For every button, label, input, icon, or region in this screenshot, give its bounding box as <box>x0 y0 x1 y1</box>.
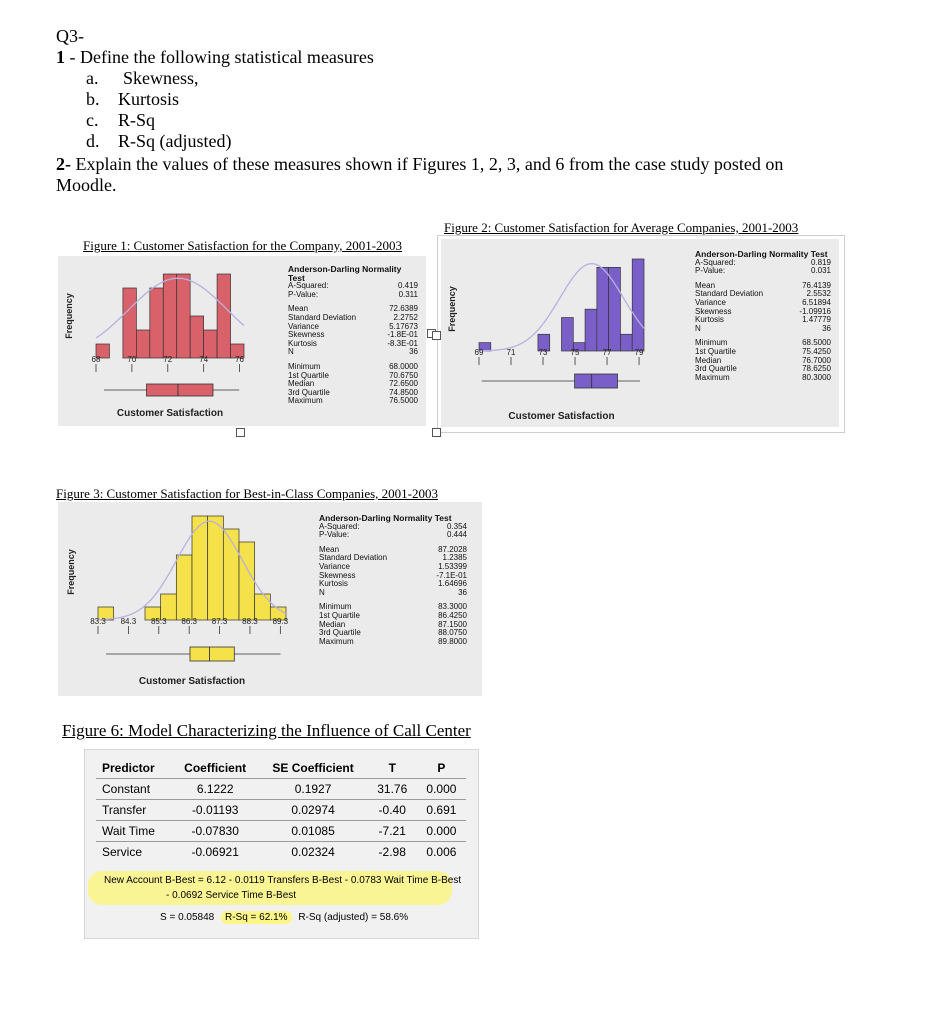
part1-text: - Define the following statistical measures <box>65 47 374 67</box>
table-cell: 0.1927 <box>294 782 332 796</box>
resize-handle[interactable] <box>236 428 245 437</box>
stat-label: Standard Deviation <box>319 553 388 563</box>
x-axis-label: Customer Satisfaction <box>508 411 615 422</box>
part1-heading <box>56 47 374 68</box>
stat-label: N <box>288 347 294 357</box>
histogram-bar <box>217 274 230 358</box>
stat-label: Maximum <box>288 396 323 406</box>
stat-row <box>288 397 418 406</box>
stat-value: 87.2028 <box>438 544 467 554</box>
list-text: Skewness, <box>123 68 199 88</box>
stat-label: Minimum <box>288 361 321 371</box>
stat-value: 76.7000 <box>802 355 831 365</box>
stat-label: A-Squared: <box>695 257 736 267</box>
stat-value: 5.17673 <box>389 321 418 331</box>
boxplot-box <box>575 374 618 388</box>
stat-row <box>695 267 831 276</box>
table-cell: 0.02324 <box>291 845 335 859</box>
stat-value: 76.4139 <box>802 280 831 290</box>
stat-label: Median <box>288 379 315 389</box>
tick-label: 85.3 <box>150 617 167 626</box>
table-header: Coefficient <box>184 761 247 775</box>
table-cell: 0.000 <box>426 782 457 796</box>
table-cell: Transfer <box>102 803 147 817</box>
tick-label: 73 <box>538 348 548 357</box>
table-cell: 0.000 <box>426 824 457 838</box>
stat-value: -1.8E-01 <box>387 330 418 340</box>
normality-test-title: Anderson-Darling Normality Test <box>695 249 828 259</box>
histogram-bar <box>204 330 217 358</box>
part2-text-cont: Moodle. <box>56 175 117 195</box>
histogram-bar <box>123 288 136 358</box>
stat-row <box>319 638 467 647</box>
stat-label: Median <box>319 619 346 629</box>
histogram-bar <box>223 529 239 620</box>
histogram-bar <box>585 309 597 351</box>
stat-label: Mean <box>288 304 309 314</box>
tick-label: 87.3 <box>211 617 228 626</box>
stat-label: Minimum <box>319 602 352 612</box>
figure3-caption: Figure 3: Customer Satisfaction for Best-in-Class Companies, 2001-2003 <box>56 486 439 501</box>
stat-value: 1.53399 <box>438 561 467 571</box>
stat-label: Skewness <box>695 306 732 316</box>
stat-value: 87.1500 <box>438 619 467 629</box>
stat-value: 0.419 <box>397 281 418 291</box>
tick-label: 74 <box>199 355 209 364</box>
list-item-d <box>86 131 231 152</box>
histogram-bar <box>609 267 621 351</box>
list-letter: b. <box>86 89 100 109</box>
table-cell: 0.691 <box>426 803 457 817</box>
list-item-a <box>86 68 199 89</box>
regression-table <box>96 758 466 862</box>
list-letter: a. <box>86 68 99 88</box>
resize-handle[interactable] <box>432 331 441 340</box>
histogram-bar <box>562 318 574 351</box>
stat-label: Variance <box>319 561 350 571</box>
histogram-bar <box>150 288 163 358</box>
stat-value: 6.51894 <box>802 297 831 307</box>
stat-label: Median <box>695 355 722 365</box>
table-row <box>96 842 466 863</box>
stat-label: Kurtosis <box>288 338 317 348</box>
stat-label: A-Squared: <box>319 521 360 531</box>
stat-row <box>695 374 831 383</box>
tick-label: 69 <box>474 348 484 357</box>
r-sq-value: R-Sq = 62.1% <box>221 911 292 924</box>
boxplot-box <box>190 647 234 661</box>
question-number: Q3- <box>56 26 84 46</box>
tick-label: 83.3 <box>90 617 106 626</box>
stat-row <box>319 580 467 589</box>
figure1-stats <box>288 265 418 406</box>
list-letter: d. <box>86 131 100 151</box>
stat-value: 0.031 <box>810 266 831 276</box>
stat-value: 74.8500 <box>389 387 418 397</box>
figure6-caption: Figure 6: Model Characterizing the Influence of Call Center <box>62 721 471 740</box>
stat-label: Kurtosis <box>319 579 348 589</box>
table-cell: 0.006 <box>426 845 457 859</box>
part2-number: 2- <box>56 154 71 174</box>
stat-value: -1.09916 <box>799 306 831 316</box>
histogram-bar <box>632 259 644 351</box>
stat-label: Skewness <box>288 330 325 340</box>
stat-label: Skewness <box>319 570 356 580</box>
stat-value: 1.2385 <box>442 553 467 563</box>
resize-handle[interactable] <box>432 428 441 437</box>
regression-equation: New Account B-Best = 6.12 - 0.0119 Transfers B-Best - 0.0783 Wait Time B-Best <box>104 875 462 886</box>
tick-label: 71 <box>506 348 516 357</box>
s-value: S = 0.05848 <box>160 912 215 923</box>
stat-row <box>288 348 418 357</box>
stat-row <box>288 291 418 300</box>
histogram-bar <box>136 330 149 358</box>
table-row <box>96 821 466 842</box>
y-axis-label: Frequency <box>64 293 74 339</box>
part1-number: 1 <box>56 47 65 67</box>
regression-equation-cont: - 0.0692 Service Time B-Best <box>166 890 297 901</box>
list-text: R-Sq (adjusted) <box>118 131 232 151</box>
histogram-bar <box>239 542 255 620</box>
stat-label: Maximum <box>695 372 730 382</box>
table-cell: Constant <box>102 782 151 796</box>
x-axis-label: Customer Satisfaction <box>116 408 224 419</box>
stat-value: 86.4250 <box>438 610 467 620</box>
tick-label: 70 <box>127 355 137 364</box>
stat-label: 3rd Quartile <box>288 387 330 397</box>
y-axis-label: Frequency <box>447 286 457 332</box>
stat-label: Kurtosis <box>695 315 724 325</box>
stat-value: 0.354 <box>446 521 467 531</box>
stat-value: 80.3000 <box>802 372 831 382</box>
table-cell: -7.21 <box>378 824 406 838</box>
stat-label: P-Value: <box>288 289 319 299</box>
boxplot-box <box>147 384 213 396</box>
tick-label: 75 <box>570 348 580 357</box>
figure3-stats <box>319 514 467 646</box>
table-header: Predictor <box>102 761 155 775</box>
stat-value: 83.3000 <box>438 602 467 612</box>
stat-label: Standard Deviation <box>288 312 357 322</box>
stat-label: Mean <box>695 280 716 290</box>
tick-label: 72 <box>163 355 173 364</box>
stat-label: Variance <box>695 297 726 307</box>
table-header: T <box>388 761 396 775</box>
table-cell: -0.07830 <box>191 824 239 838</box>
table-header: SE Coefficient <box>272 761 354 775</box>
table-header: P <box>437 761 446 775</box>
table-cell: -0.06921 <box>191 845 239 859</box>
stat-value: 68.0000 <box>389 361 418 371</box>
figure1-caption: Figure 1: Customer Satisfaction for the Company, 2001-2003 <box>83 238 403 253</box>
stat-row <box>695 325 831 334</box>
stat-row <box>319 531 467 540</box>
table-cell: -0.01193 <box>191 803 239 817</box>
stat-label: 3rd Quartile <box>319 628 361 638</box>
stat-label: Minimum <box>695 338 728 348</box>
stat-value: 36 <box>822 323 831 333</box>
figure2-stats <box>695 250 831 382</box>
stat-value: 89.8000 <box>438 636 467 646</box>
normality-test-title: Anderson-Darling Normality Test <box>288 264 402 283</box>
histogram-bar <box>208 516 224 620</box>
table-cell: 6.1222 <box>196 782 234 796</box>
stat-value: 88.0750 <box>438 628 467 638</box>
stat-value: 0.819 <box>810 257 831 267</box>
stat-value: 76.5000 <box>389 396 418 406</box>
tick-label: 76 <box>235 355 245 364</box>
stat-value: 36 <box>458 587 467 597</box>
list-text: R-Sq <box>118 110 156 130</box>
stat-label: 3rd Quartile <box>695 364 737 374</box>
stat-label: P-Value: <box>319 530 350 540</box>
normality-test-title: Anderson-Darling Normality Test <box>319 513 452 523</box>
stat-label: 1st Quartile <box>695 346 736 356</box>
stat-value: 1.64696 <box>438 579 467 589</box>
part2-heading <box>56 154 783 175</box>
stat-row <box>319 589 467 598</box>
stat-value: 2.2752 <box>393 312 418 322</box>
histogram-bar <box>190 316 203 358</box>
table-row <box>96 779 466 800</box>
stat-label: 1st Quartile <box>288 370 329 380</box>
list-item-c <box>86 110 155 131</box>
stat-label: N <box>319 587 325 597</box>
table-header-row <box>96 758 466 779</box>
histogram-bar <box>177 274 190 358</box>
stat-label: Maximum <box>319 636 354 646</box>
part2-text: Explain the values of these measures shown if Figures 1, 2, 3, and 6 from the case study posted on <box>71 154 784 174</box>
stat-value: -8.3E-01 <box>387 338 418 348</box>
list-letter: c. <box>86 110 99 130</box>
histogram-bar <box>597 267 609 351</box>
stat-value: 78.6250 <box>802 364 831 374</box>
stat-label: Variance <box>288 321 319 331</box>
stat-value: 75.4250 <box>802 346 831 356</box>
table-cell: 0.02974 <box>291 803 335 817</box>
tick-label: 68 <box>91 355 101 364</box>
tick-label: 86.3 <box>181 617 197 626</box>
r-sq-adjusted-value: R-Sq (adjusted) = 58.6% <box>298 912 409 923</box>
stat-label: Standard Deviation <box>695 289 764 299</box>
list-text: Kurtosis <box>118 89 180 109</box>
y-axis-label: Frequency <box>66 549 76 595</box>
stat-row <box>695 316 831 325</box>
model-stats <box>160 912 408 923</box>
stat-value: 72.6389 <box>389 304 418 314</box>
histogram-bar <box>163 274 176 358</box>
tick-label: 79 <box>634 348 644 357</box>
stat-row <box>288 340 418 349</box>
stat-value: 0.444 <box>446 530 467 540</box>
figure2-caption: Figure 2: Customer Satisfaction for Average Companies, 2001-2003 <box>444 220 799 235</box>
x-axis-label: Customer Satisfaction <box>138 676 246 687</box>
stat-value: 1.47779 <box>802 315 831 325</box>
table-cell: 31.76 <box>377 782 408 796</box>
stat-value: 72.6500 <box>389 379 418 389</box>
table-cell: Wait Time <box>102 824 155 838</box>
table-cell: -0.40 <box>378 803 406 817</box>
histogram-bar <box>620 334 632 351</box>
stat-value: 36 <box>409 347 418 357</box>
stat-value: 0.311 <box>398 289 418 299</box>
table-row <box>96 800 466 821</box>
tick-label: 77 <box>602 348 612 357</box>
stat-label: 1st Quartile <box>319 610 360 620</box>
tick-label: 84.3 <box>120 617 137 626</box>
tick-label: 88.3 <box>242 617 258 626</box>
tick-label: 89.3 <box>272 617 289 626</box>
histogram-bar <box>176 555 192 620</box>
stat-label: A-Squared: <box>288 281 329 291</box>
stat-value: 70.6750 <box>389 370 418 380</box>
stat-value: 68.5000 <box>802 338 831 348</box>
table-cell: -2.98 <box>378 845 406 859</box>
stat-label: N <box>695 323 701 333</box>
table-cell: 0.01085 <box>291 824 335 838</box>
stat-value: -7.1E-01 <box>436 570 467 580</box>
table-cell: Service <box>102 845 143 859</box>
stat-label: P-Value: <box>695 266 726 276</box>
stat-value: 2.5532 <box>806 289 831 299</box>
list-item-b <box>86 89 179 110</box>
stat-label: Mean <box>319 544 340 554</box>
